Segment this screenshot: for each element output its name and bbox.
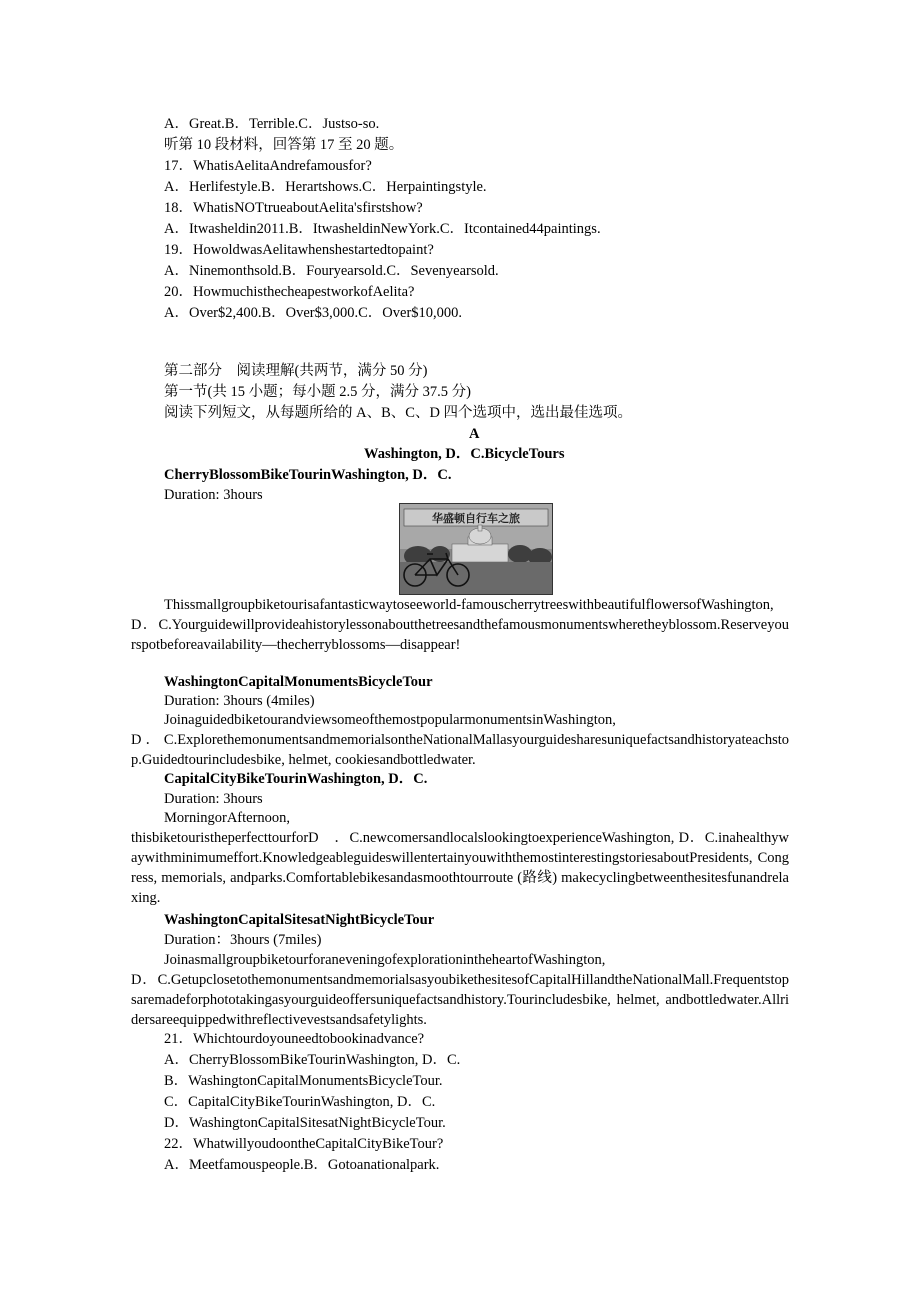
q17-stem: 17．WhatisAelitaAndrefamousfor? [164, 158, 372, 174]
q20-stem: 20．HowmuchisthecheapestworkofAelita? [164, 284, 415, 300]
tour4-description: D．C.GetupclosetothemonumentsandmemorialsasyoubikethesitesofCapitalHillandtheNationalMall.Frequentstopsaremadeforphototakingasyourguideoffersuniquefactsandhistory.Tourincludesbike, helmet, andbottledwater.Allridersareequippedwithreflectivevestsandsafetylights. [131, 972, 789, 1028]
q19-options: A．Ninemonthsold.B．Fouryearsold.C．Sevenyearsold. [164, 263, 499, 279]
tour4-description-first: JoinasmallgroupbiketourforaneveningofexplorationintheheartofWashington, [164, 952, 606, 968]
q19-stem: 19．HowoldwasAelitawhenshestartedtopaint? [164, 242, 434, 258]
tour4-name: WashingtonCapitalSitesatNightBicycleTour [164, 912, 435, 928]
reading-instruction: 阅读下列短文，从每题所给的 A、B、C、D 四个选项中，选出最佳选项。 [164, 405, 633, 421]
q22-options: A．Meetfamouspeople.B．Gotoanationalpark. [164, 1157, 440, 1173]
tour3-duration: Duration: 3hours [164, 791, 263, 807]
section1-heading: 第一节(共 15 小题；每小题 2.5 分，满分 37.5 分) [164, 384, 471, 400]
banner-caption: 华盛顿自行车之旅 [432, 512, 520, 525]
tour3-name: CapitalCityBikeTourinWashington, D．C. [164, 771, 428, 787]
bicycle-tour-image [399, 503, 553, 595]
tour4-duration: Duration：3hours (7miles) [164, 932, 322, 948]
tour3-description-first: MorningorAfternoon, [164, 810, 291, 826]
q21-option-b: B．WashingtonCapitalMonumentsBicycleTour. [164, 1073, 443, 1089]
q18-options: A．Itwasheldin2011.B．ItwasheldinNewYork.C．Itcontained44paintings. [164, 221, 601, 237]
passage-label: A [469, 426, 480, 442]
q16-options: A．Great.B．Terrible.C．Justso-so. [164, 116, 380, 132]
q21-option-c: C．CapitalCityBikeTourinWashington, D．C. [164, 1094, 436, 1110]
tour2-name: WashingtonCapitalMonumentsBicycleTour [164, 674, 433, 690]
q18-stem: 18．WhatisNOTtrueaboutAelita'sfirstshow? [164, 200, 423, 216]
q20-options: A．Over$2,400.B．Over$3,000.C．Over$10,000. [164, 305, 463, 321]
capitol-bicycle-illustration [400, 504, 552, 594]
tour1-description: Thissmallgroupbiketourisafantasticwaytoseeworld-famouscherrytreeswithbeautifulflowersofWashington, D．C.Yourguidewillprovideahistorylessonaboutthetreesandthefamousmonumentswheretheyblossom.Reserveyourspotbeforeavailability—thecherryblossoms—disappear! [131, 597, 789, 653]
q17-options: A．Herlifestyle.B．Herartshows.C．Herpaintingstyle. [164, 179, 487, 195]
tour1-name: CherryBlossomBikeTourinWashington, D．C. [164, 467, 452, 483]
q21-option-a: A．CherryBlossomBikeTourinWashington, D．C. [164, 1052, 461, 1068]
q22-stem: 22．WhatwillyoudoontheCapitalCityBikeTour? [164, 1136, 444, 1152]
tour2-duration: Duration: 3hours (4miles) [164, 693, 315, 709]
listening-instruction: 听第 10 段材料，回答第 17 至 20 题。 [164, 137, 404, 153]
q21-stem: 21．Whichtourdoyouneedtobookinadvance? [164, 1031, 425, 1047]
tour2-description-first: JoinaguidedbiketourandviewsomeofthemostpopularmonumentsinWashington, [164, 712, 616, 728]
q21-option-d: D．WashingtonCapitalSitesatNightBicycleTour. [164, 1115, 446, 1131]
tour2-description: D．C.ExplorethemonumentsandmemorialsontheNationalMallasyourguidesharesuniquefactsandhistoryateachstop.Guidedtourincludesbike, helmet, cookiesandbottledwater. [131, 732, 789, 768]
passage-title: Washington, D．C.BicycleTours [364, 446, 565, 462]
tour1-duration: Duration: 3hours [164, 487, 263, 503]
part2-heading: 第二部分 阅读理解(共两节，满分 50 分) [164, 363, 428, 379]
tour3-description: thisbiketouristheperfecttourforD ．C.newcomersandlocalslookingtoexperienceWashington, D．C.inahealthywaywithminimumeffort.KnowledgeableguideswillentertainyouwiththemostinterestingstoriesaboutPresidents, Congress, memorials, andparks.Comfortablebikesandasmoothtourroute (路线) makecyclingbetweenthesitesfunandrelaxing. [131, 830, 789, 906]
